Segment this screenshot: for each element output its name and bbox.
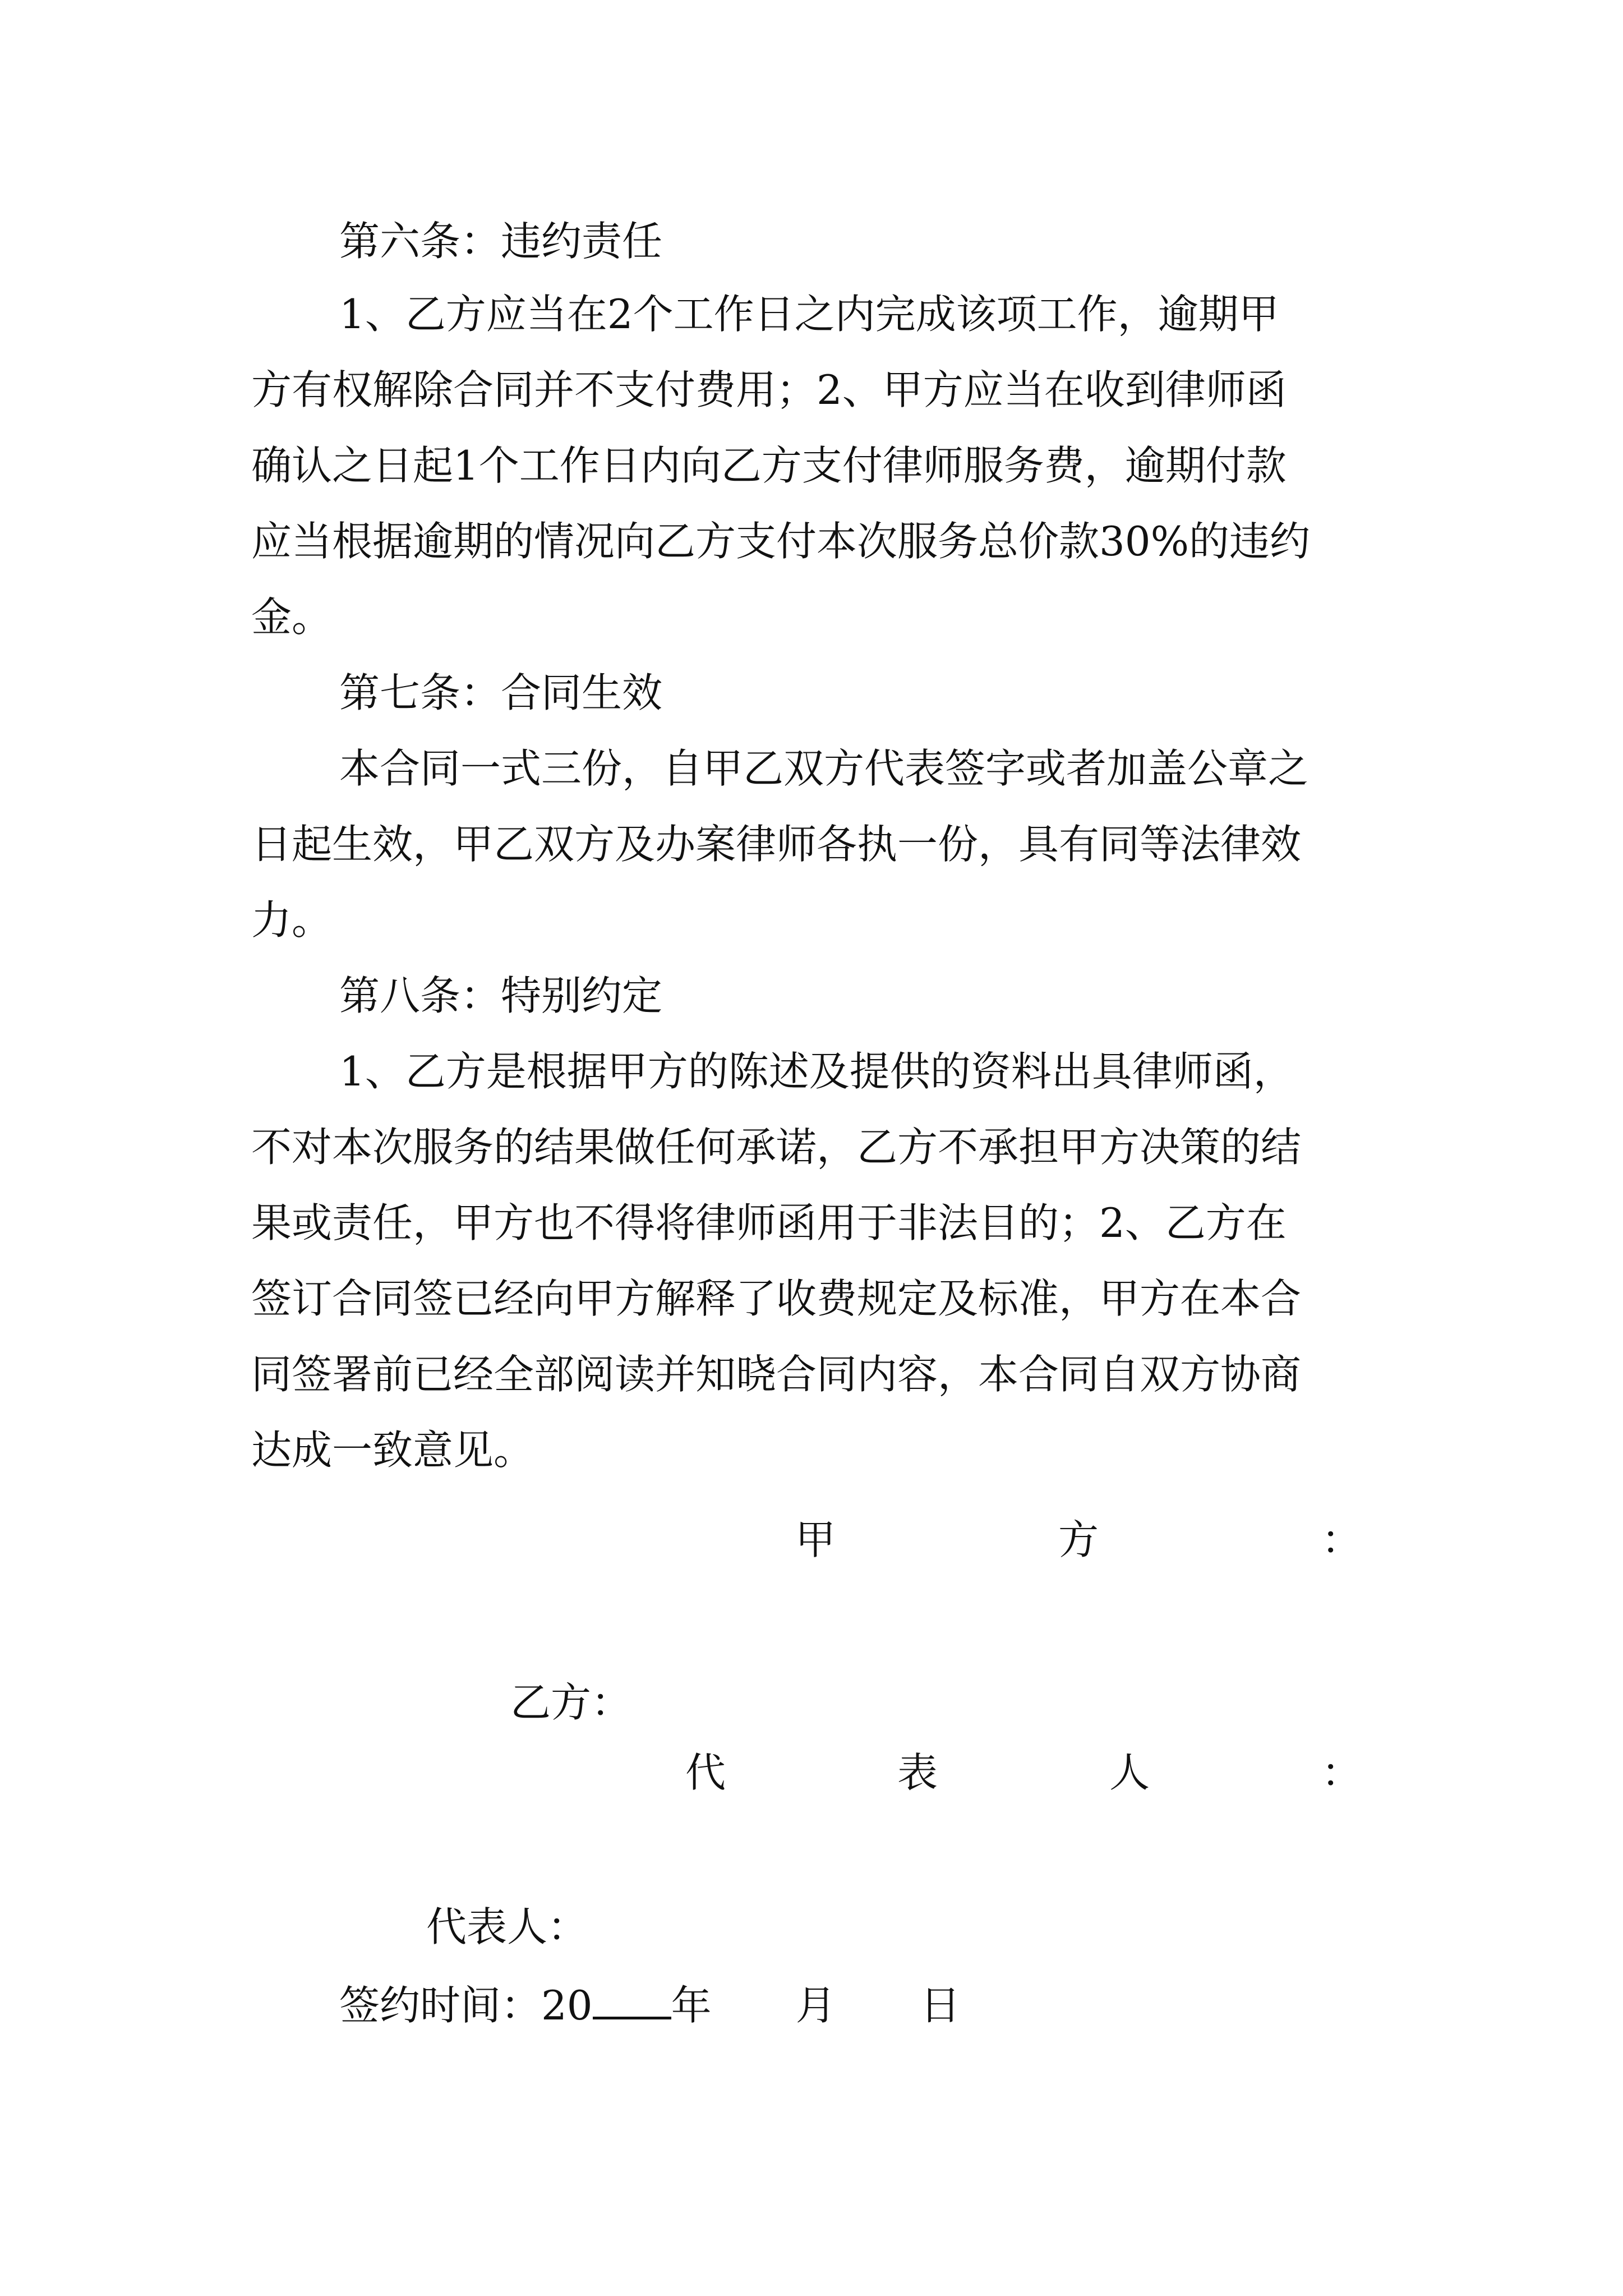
year-blank xyxy=(593,1977,671,2019)
article6-line-3: 确认之日起1个工作日内向乙方支付律师服务费，逾期付款 xyxy=(251,442,1287,489)
article6-line-2: 方有权解除合同并不支付费用；2、甲方应当在收到律师函 xyxy=(251,366,1287,413)
article8-heading: 第八条：特别约定 xyxy=(339,972,663,1019)
article6-line-4: 应当根据逾期的情况向乙方支付本次服务总价款30%的违约 xyxy=(251,518,1311,565)
rep-colon: ： xyxy=(1321,1749,1362,1796)
article6-line-5: 金。 xyxy=(251,593,333,641)
article8-line-4: 签订合同签已经向甲方解释了收费规定及标准，甲方在本合 xyxy=(251,1275,1302,1322)
rep-char-3: 人 xyxy=(1109,1749,1150,1796)
rep-char-1: 代 xyxy=(685,1749,726,1796)
party-a-char-2: 方 xyxy=(1058,1516,1099,1563)
article6-heading: 第六条：违约责任 xyxy=(339,218,663,265)
day-label: 日 xyxy=(920,1982,961,2029)
party-a-colon: ： xyxy=(1321,1516,1362,1563)
article7-heading: 第七条：合同生效 xyxy=(339,669,663,716)
party-b-signature: 乙方： xyxy=(510,1679,632,1726)
article7-line-3: 力。 xyxy=(251,896,333,944)
party-a-char-1: 甲 xyxy=(795,1516,836,1563)
year-label: 年 xyxy=(671,1982,712,2029)
article8-line-5: 同签署前已经全部阅读并知晓合同内容，本合同自双方协商 xyxy=(251,1351,1302,1398)
article7-line-2: 日起生效，甲乙双方及办案律师各执一份，具有同等法律效 xyxy=(251,821,1302,868)
article8-line-6: 达成一致意见。 xyxy=(251,1427,534,1474)
article7-line-1: 本合同一式三份，自甲乙双方代表签字或者加盖公章之 xyxy=(339,745,1309,792)
representative-signature: 代表人： xyxy=(426,1903,588,1950)
article8-line-2: 不对本次服务的结果做任何承诺，乙方不承担甲方决策的结 xyxy=(251,1124,1302,1171)
signing-date-label: 签约时间：20 xyxy=(339,1982,593,2029)
article8-line-3: 果或责任，甲方也不得将律师函用于非法目的；2、乙方在 xyxy=(251,1199,1287,1246)
article6-line-1: 1、乙方应当在2个工作日之内完成该项工作，逾期甲 xyxy=(339,291,1279,338)
representative-signature-spread xyxy=(685,1745,1362,1801)
month-label: 月 xyxy=(795,1982,836,2029)
article8-line-1: 1、乙方是根据甲方的陈述及提供的资料出具律师函， xyxy=(339,1048,1294,1095)
party-a-signature xyxy=(795,1512,1362,1568)
rep-char-2: 表 xyxy=(897,1749,938,1796)
signing-date xyxy=(339,1977,1472,2033)
